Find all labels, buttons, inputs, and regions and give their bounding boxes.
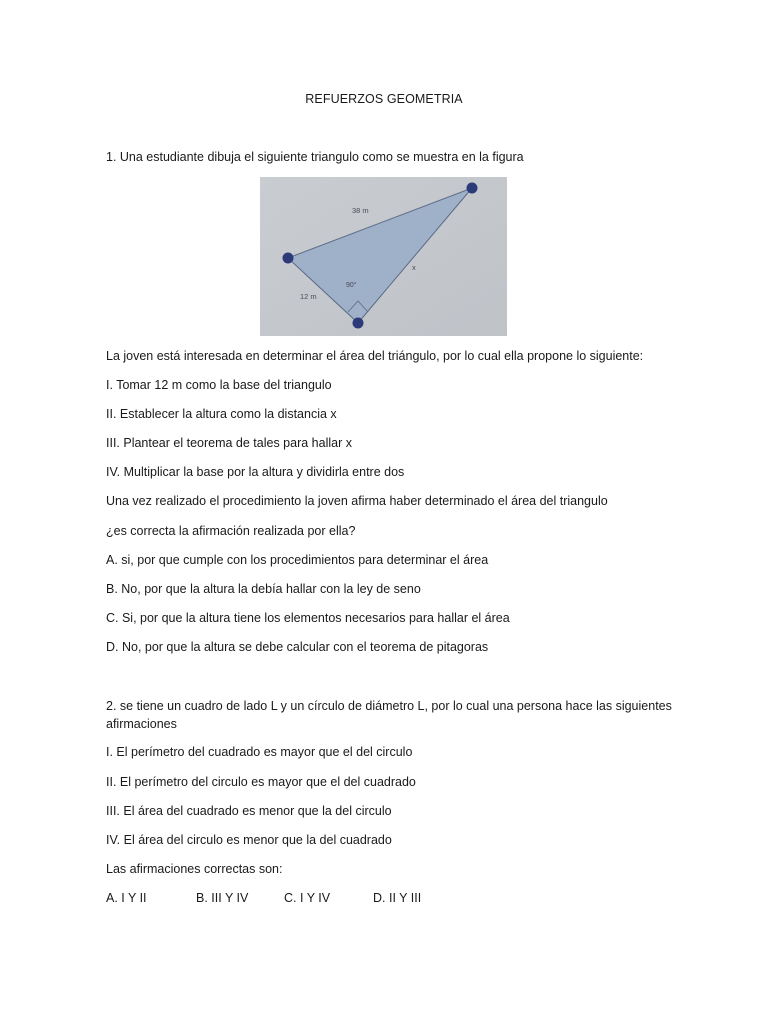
label-hypotenuse: 38 m xyxy=(352,206,369,215)
q1-option-d: D. No, por que la altura se debe calcular con el teorema de pitagoras xyxy=(106,640,489,654)
document-title: REFUERZOS GEOMETRIA xyxy=(305,92,463,106)
q2-prompt: 2. se tiene un cuadro de lado L y un círculo de diámetro L, por lo cual una persona hace las siguientes afirmaciones xyxy=(106,699,672,731)
q2-statement: IV. El área del circulo es menor que la del cuadrado xyxy=(106,833,392,847)
q2-question: Las afirmaciones correctas son: xyxy=(106,862,283,876)
q2-option-d: D. II Y III xyxy=(373,891,422,905)
q2-statement: II. El perímetro del circulo es mayor que el del cuadrado xyxy=(106,775,416,789)
vertex-bottom xyxy=(353,318,364,329)
q1-option-c: C. Si, por que la altura tiene los elementos necesarios para hallar el área xyxy=(106,611,510,625)
label-angle: 90° xyxy=(346,282,357,289)
q1-intro: La joven está interesada en determinar el área del triángulo, por lo cual ella propone lo siguiente: xyxy=(106,349,644,363)
q1-question: ¿es correcta la afirmación realizada por ella? xyxy=(106,524,356,538)
q1-option-b: B. No, por que la altura la debía hallar con la ley de seno xyxy=(106,582,421,596)
q2-option-a: A. I Y II xyxy=(106,891,147,905)
label-x: x xyxy=(412,263,416,272)
q1-step: IV. Multiplicar la base por la altura y dividirla entre dos xyxy=(106,465,405,479)
q1-step: I. Tomar 12 m como la base del triangulo xyxy=(106,378,332,392)
q2-statement: III. El área del cuadrado es menor que la del circulo xyxy=(106,804,392,818)
q1-step: II. Establecer la altura como la distancia x xyxy=(106,407,337,421)
q2-option-c: C. I Y IV xyxy=(284,891,331,905)
q1-prompt: 1. Una estudiante dibuja el siguiente triangulo como se muestra en la figura xyxy=(106,150,524,164)
q2-option-b: B. III Y IV xyxy=(196,891,249,905)
q1-claim: Una vez realizado el procedimiento la joven afirma haber determinado el área del triangulo xyxy=(106,494,608,508)
q2-statement: I. El perímetro del cuadrado es mayor que el del circulo xyxy=(106,745,413,759)
vertex-left xyxy=(283,253,294,264)
q1-step: III. Plantear el teorema de tales para hallar x xyxy=(106,436,352,450)
q1-option-a: A. si, por que cumple con los procedimientos para determinar el área xyxy=(106,553,489,567)
vertex-top-right xyxy=(467,183,478,194)
triangle-figure xyxy=(260,177,507,336)
label-base: 12 m xyxy=(300,292,317,301)
